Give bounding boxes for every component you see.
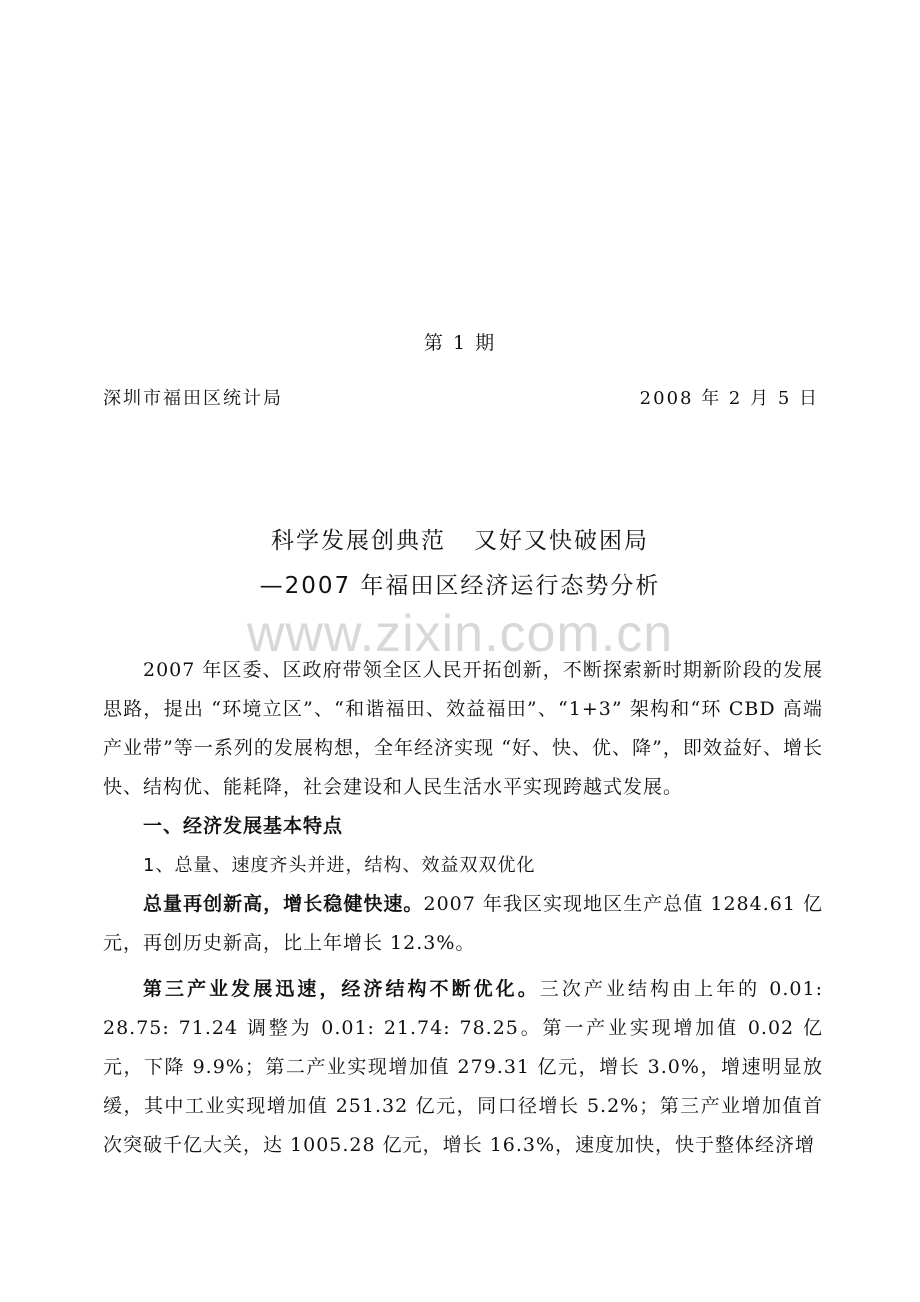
paragraph-lead: 总量再创新高，增长稳健快速。 <box>143 893 424 915</box>
document-body <box>103 651 823 1165</box>
subsection-heading: 1、总量、速度齐头并进，结构、效益双双优化 <box>143 855 536 876</box>
header-meta-row <box>103 384 819 410</box>
document-title <box>0 522 920 600</box>
title-main: 科学发展创典范 又好又快破困局 <box>271 528 649 554</box>
section-heading: 一、经济发展基本特点 <box>143 815 344 837</box>
watermark: www.zixin.com.cn <box>246 605 674 663</box>
paragraph-text: 三次产业结构由上年的 0.01: 28.75: 71.24 调整为 0.01: 21.74: 78.25。第一产业实现增加值 0.02 亿元，下降 9.9%；第二产业实现增加值 279.31 亿元，增长 3.0%，增速明显放缓，其中工业实现增加值 251.32 亿元，同口径增长 5.2%；第三产业增加值首次突破千亿大关，达 1005.28 亿元，增长 16.3%，速度加快，快于整体经济增 <box>103 978 823 1156</box>
paragraph-tertiary-industry <box>103 970 823 1165</box>
intro-paragraph: 2007 年区委、区政府带领全区人民开拓创新，不断探索新时期新阶段的发展思路，提出 “环境立区”、“和谐福田、效益福田”、“1+3” 架构和“环 CBD 高端产业带”等一系列的发展构想，全年经济实现 “好、快、优、降”，即效益好、增长快、结构优、能耗降，社会建设和人民生活水平实现跨越式发展。 <box>103 659 823 798</box>
paragraph-lead: 第三产业发展迅速，经济结构不断优化。 <box>143 978 540 1000</box>
publish-date: 2008 年 2 月 5 日 <box>639 388 819 409</box>
organization-name: 深圳市福田区统计局 <box>103 388 283 409</box>
issue-number: 第 1 期 <box>423 332 497 354</box>
paragraph-text: 2007 年我区实现地区生产总值 1284.61 亿元，再创历史新高，比上年增长 12.3%。 <box>103 893 823 954</box>
title-subtitle: —2007 年福田区经济运行态势分析 <box>259 573 661 599</box>
paragraph-total-output <box>103 885 823 963</box>
